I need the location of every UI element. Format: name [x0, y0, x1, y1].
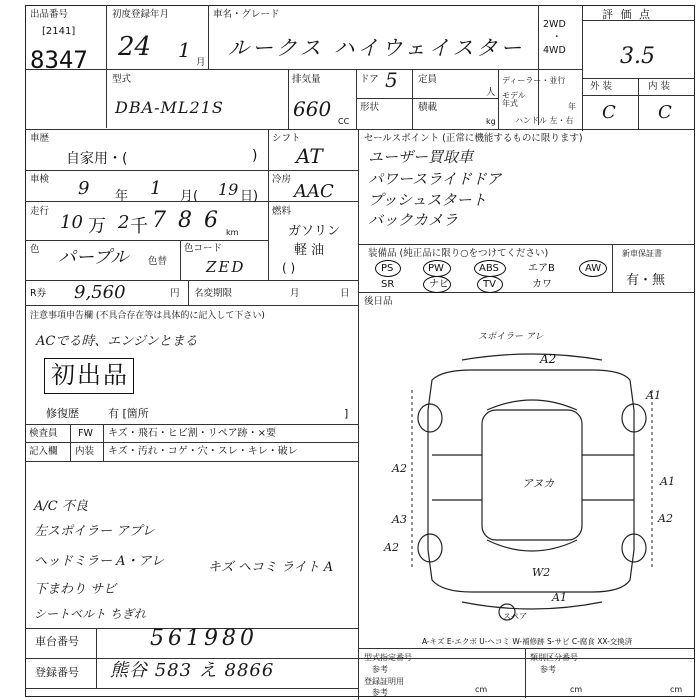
- divider: [358, 129, 359, 700]
- damage-legend: A-キズ E-エクボ U-ヘコミ W-補修跡 S-サビ C-腐食 XX-交換済: [422, 637, 633, 646]
- inspector-fw: FW: [78, 428, 93, 439]
- damage-mark: A2: [392, 462, 407, 475]
- door-label: ドア: [360, 74, 379, 85]
- notes-label: 注意事項申告欄 (不具合存在等は具体的に記入して下さい): [30, 311, 265, 321]
- interior-value: C: [658, 102, 672, 123]
- divider: [25, 170, 358, 171]
- divider: [188, 280, 189, 305]
- score-label: 評 価 点: [602, 8, 652, 21]
- comment-line: 下まわり サビ: [34, 582, 117, 597]
- divider: [103, 424, 104, 461]
- category-ref: 参考: [540, 665, 556, 674]
- color-code-value: ZED: [206, 258, 246, 276]
- lot-label: 出品番号: [30, 9, 69, 20]
- fuel-label: 燃料: [272, 206, 292, 217]
- equipment-tv: TV: [483, 279, 496, 290]
- exterior-label: 外 装: [590, 81, 613, 92]
- inspection-day-unit: 日): [240, 189, 259, 204]
- divider: [25, 442, 358, 443]
- divider: [106, 5, 107, 128]
- equipment-navi: ナビ: [429, 279, 449, 290]
- model-year-label: モデル年式: [502, 91, 526, 108]
- equipment-leather: カワ: [532, 279, 552, 290]
- divider: [25, 305, 358, 306]
- sales-point-line-1: ユーザー買取車: [368, 148, 474, 166]
- ac-label: 冷房: [272, 174, 292, 185]
- lot-number: 8347: [30, 46, 88, 74]
- damage-mark: アヌカ: [522, 477, 555, 490]
- damage-mark: A2: [384, 541, 399, 554]
- shift-label: シフト: [272, 133, 301, 144]
- warranty-label: 新車保証書: [622, 249, 662, 258]
- door-value: 5: [385, 68, 398, 92]
- history-close: ): [252, 148, 258, 164]
- handle-label: ハンドル 左・右: [515, 116, 574, 125]
- damage-mark: A2: [658, 512, 673, 525]
- reg-year-label: 初度登録年月: [112, 9, 170, 20]
- drive-2wd: 2WD: [543, 19, 566, 30]
- reg-year-value: 24: [118, 32, 152, 62]
- back-label: 後日品: [364, 296, 393, 307]
- exterior-value: C: [602, 102, 616, 123]
- equipment-ps: PS: [381, 263, 394, 274]
- divider: [208, 5, 209, 69]
- inspection-year: 9: [78, 178, 90, 199]
- divider: [638, 78, 639, 129]
- comment-line: シートベルト ちぎれ: [34, 607, 146, 621]
- comment-line: ヘッドミラー A・アレ: [34, 554, 165, 569]
- warranty-value: 有・無: [626, 273, 666, 288]
- capacity-label: 定員: [418, 74, 438, 85]
- cc-unit: CC: [338, 117, 350, 126]
- divider: [356, 98, 498, 99]
- comment-line: 左スポイラー アプレ: [34, 524, 155, 539]
- designation-ref: 参考: [372, 665, 388, 674]
- divider: [25, 461, 358, 462]
- drive-4wd: 4WD: [543, 45, 566, 56]
- kg-unit: kg: [486, 117, 496, 126]
- cm-unit: cm: [670, 685, 683, 694]
- damage-mark: A1: [660, 475, 675, 488]
- reg-value: 熊谷 583 え 8866: [110, 660, 275, 681]
- model-value: DBA-ML21S: [115, 98, 224, 117]
- reg-label: 登録番号: [35, 666, 79, 679]
- sales-point-line-2: パワースライドドア: [368, 170, 502, 188]
- damage-mark: A1: [552, 591, 567, 604]
- inspector-int-items: キズ・汚れ・コゲ・穴・スレ・キレ・破レ: [108, 446, 298, 457]
- color-change-label: 色替: [148, 256, 168, 267]
- damage-mark: A1: [646, 389, 661, 402]
- damage-mark: A3: [392, 513, 407, 526]
- person-unit: 人: [486, 87, 496, 98]
- divider: [498, 69, 499, 129]
- comment-line: キズ ヘコミ ライト A: [208, 560, 334, 575]
- sales-point-line-4: バックカメラ: [368, 211, 459, 229]
- repair-value: 有 [箇所: [108, 407, 149, 420]
- sales-point-line-3: プッシュスタート: [368, 191, 487, 209]
- color-value: パープル: [58, 247, 129, 268]
- divider: [70, 424, 71, 461]
- history-value: 自家用・(: [66, 151, 128, 167]
- divider: [538, 5, 539, 125]
- repair-label: 修復歴: [46, 407, 79, 420]
- designation-label: 型式指定番号: [364, 653, 412, 662]
- damage-mark: A2: [540, 352, 557, 366]
- displacement-label: 排気量: [292, 74, 321, 85]
- inspector-label-1: 検査員: [29, 428, 58, 439]
- color-code-label: 色コード: [184, 243, 223, 254]
- sales-point-label: セールスポイント (正常に機能するものに限ります): [364, 133, 583, 144]
- ac-value: AAC: [294, 181, 334, 202]
- recycle-label: R券: [30, 288, 47, 299]
- recycle-yen: 円: [170, 288, 180, 299]
- divider: [25, 424, 358, 425]
- divider: [96, 628, 97, 688]
- load-label: 積載: [418, 102, 438, 113]
- interior-label: 内 装: [648, 81, 671, 92]
- mileage-rest: 786: [152, 208, 230, 233]
- repair-close: ]: [344, 407, 349, 420]
- cert-label: 登録証明用: [364, 677, 404, 686]
- divider: [180, 240, 181, 280]
- equipment-pw: PW: [428, 263, 444, 274]
- shift-value: AT: [296, 144, 323, 168]
- divider: [612, 244, 613, 292]
- inspection-day: 19: [218, 180, 239, 199]
- dealer-label: ディーラー・並行: [502, 76, 566, 85]
- stamp-text: 初出品: [51, 361, 129, 389]
- divider: [268, 129, 269, 280]
- divider: [358, 244, 695, 245]
- damage-mark: スポイラー アレ: [478, 332, 544, 342]
- vin-label: 車台番号: [35, 635, 79, 648]
- first-listing-stamp: [44, 358, 134, 394]
- category-label: 類別区分番号: [530, 653, 578, 662]
- model-label: 型式: [112, 74, 132, 85]
- name-label: 車名・グレード: [213, 9, 280, 20]
- equipment-label: 装備品 (純正品に限り○をつけてください): [368, 248, 549, 259]
- fuel-gasoline: ガソリン: [288, 224, 341, 239]
- color-label: 色: [30, 244, 40, 255]
- notes-handwritten: ACでる時、エンジンとまる: [36, 334, 198, 349]
- damage-mark: W2: [532, 566, 551, 579]
- divider: [25, 129, 695, 130]
- drive-dot: ・: [552, 32, 562, 43]
- inspection-year-unit: 年: [115, 189, 129, 204]
- meigi-day: 日: [340, 288, 350, 299]
- divider: [25, 688, 358, 689]
- equipment-sr: SR: [381, 279, 395, 290]
- meigi-month: 月: [290, 288, 300, 299]
- reg-month-unit: 月: [196, 57, 206, 68]
- inspector-interior: 内装: [75, 446, 95, 457]
- mileage-sen: 2: [118, 212, 130, 233]
- equipment-airbag: エアB: [528, 263, 555, 274]
- fuel-paren: ( ): [282, 261, 296, 275]
- equipment-aw: AW: [585, 263, 602, 274]
- meigi-label: 名変期限: [194, 288, 233, 299]
- divider: [582, 5, 583, 131]
- inspector-label-2: 記入欄: [29, 446, 58, 457]
- equipment-abs: ABS: [479, 263, 499, 274]
- history-label: 車歴: [30, 133, 50, 144]
- inspection-month: 1: [150, 178, 162, 199]
- cm-unit: cm: [570, 685, 583, 694]
- shape-label: 形状: [360, 102, 380, 113]
- inspector-fw-items: キズ・飛石・ヒビ割・リペア跡・×要: [108, 428, 276, 439]
- score-value: 3.5: [620, 44, 655, 69]
- divider: [25, 658, 695, 659]
- divider: [356, 69, 357, 129]
- divider: [288, 69, 289, 129]
- recycle-value: 9,560: [74, 282, 126, 303]
- reg-month-value: 1: [178, 38, 191, 62]
- comment-line: A/C 不良: [34, 499, 88, 514]
- divider: [412, 69, 413, 129]
- vin-value: 561980: [150, 626, 258, 651]
- divider: [358, 648, 695, 649]
- divider: [358, 292, 695, 293]
- fuel-diesel: 軽 油: [294, 243, 325, 258]
- cert-ref: 参考: [372, 688, 388, 697]
- spare-label: スペア: [503, 612, 527, 621]
- km-unit: km: [226, 228, 239, 237]
- lot-sub: [2141]: [42, 26, 76, 37]
- name-value: ルークス ハイウェイスター: [228, 36, 525, 60]
- mileage-label: 走行: [30, 206, 50, 217]
- year-unit: 年: [568, 102, 576, 111]
- mileage-man-prefix: 10: [60, 212, 83, 233]
- mileage-sen-unit: 千: [130, 216, 148, 237]
- divider: [25, 280, 358, 281]
- displacement-value: 660: [293, 97, 332, 121]
- inspection-month-unit: 月(: [180, 189, 199, 204]
- divider: [525, 648, 526, 698]
- mileage-man-unit: 万: [88, 216, 106, 237]
- inspection-label: 車検: [30, 174, 50, 185]
- divider: [25, 240, 268, 241]
- cm-unit: cm: [475, 685, 488, 694]
